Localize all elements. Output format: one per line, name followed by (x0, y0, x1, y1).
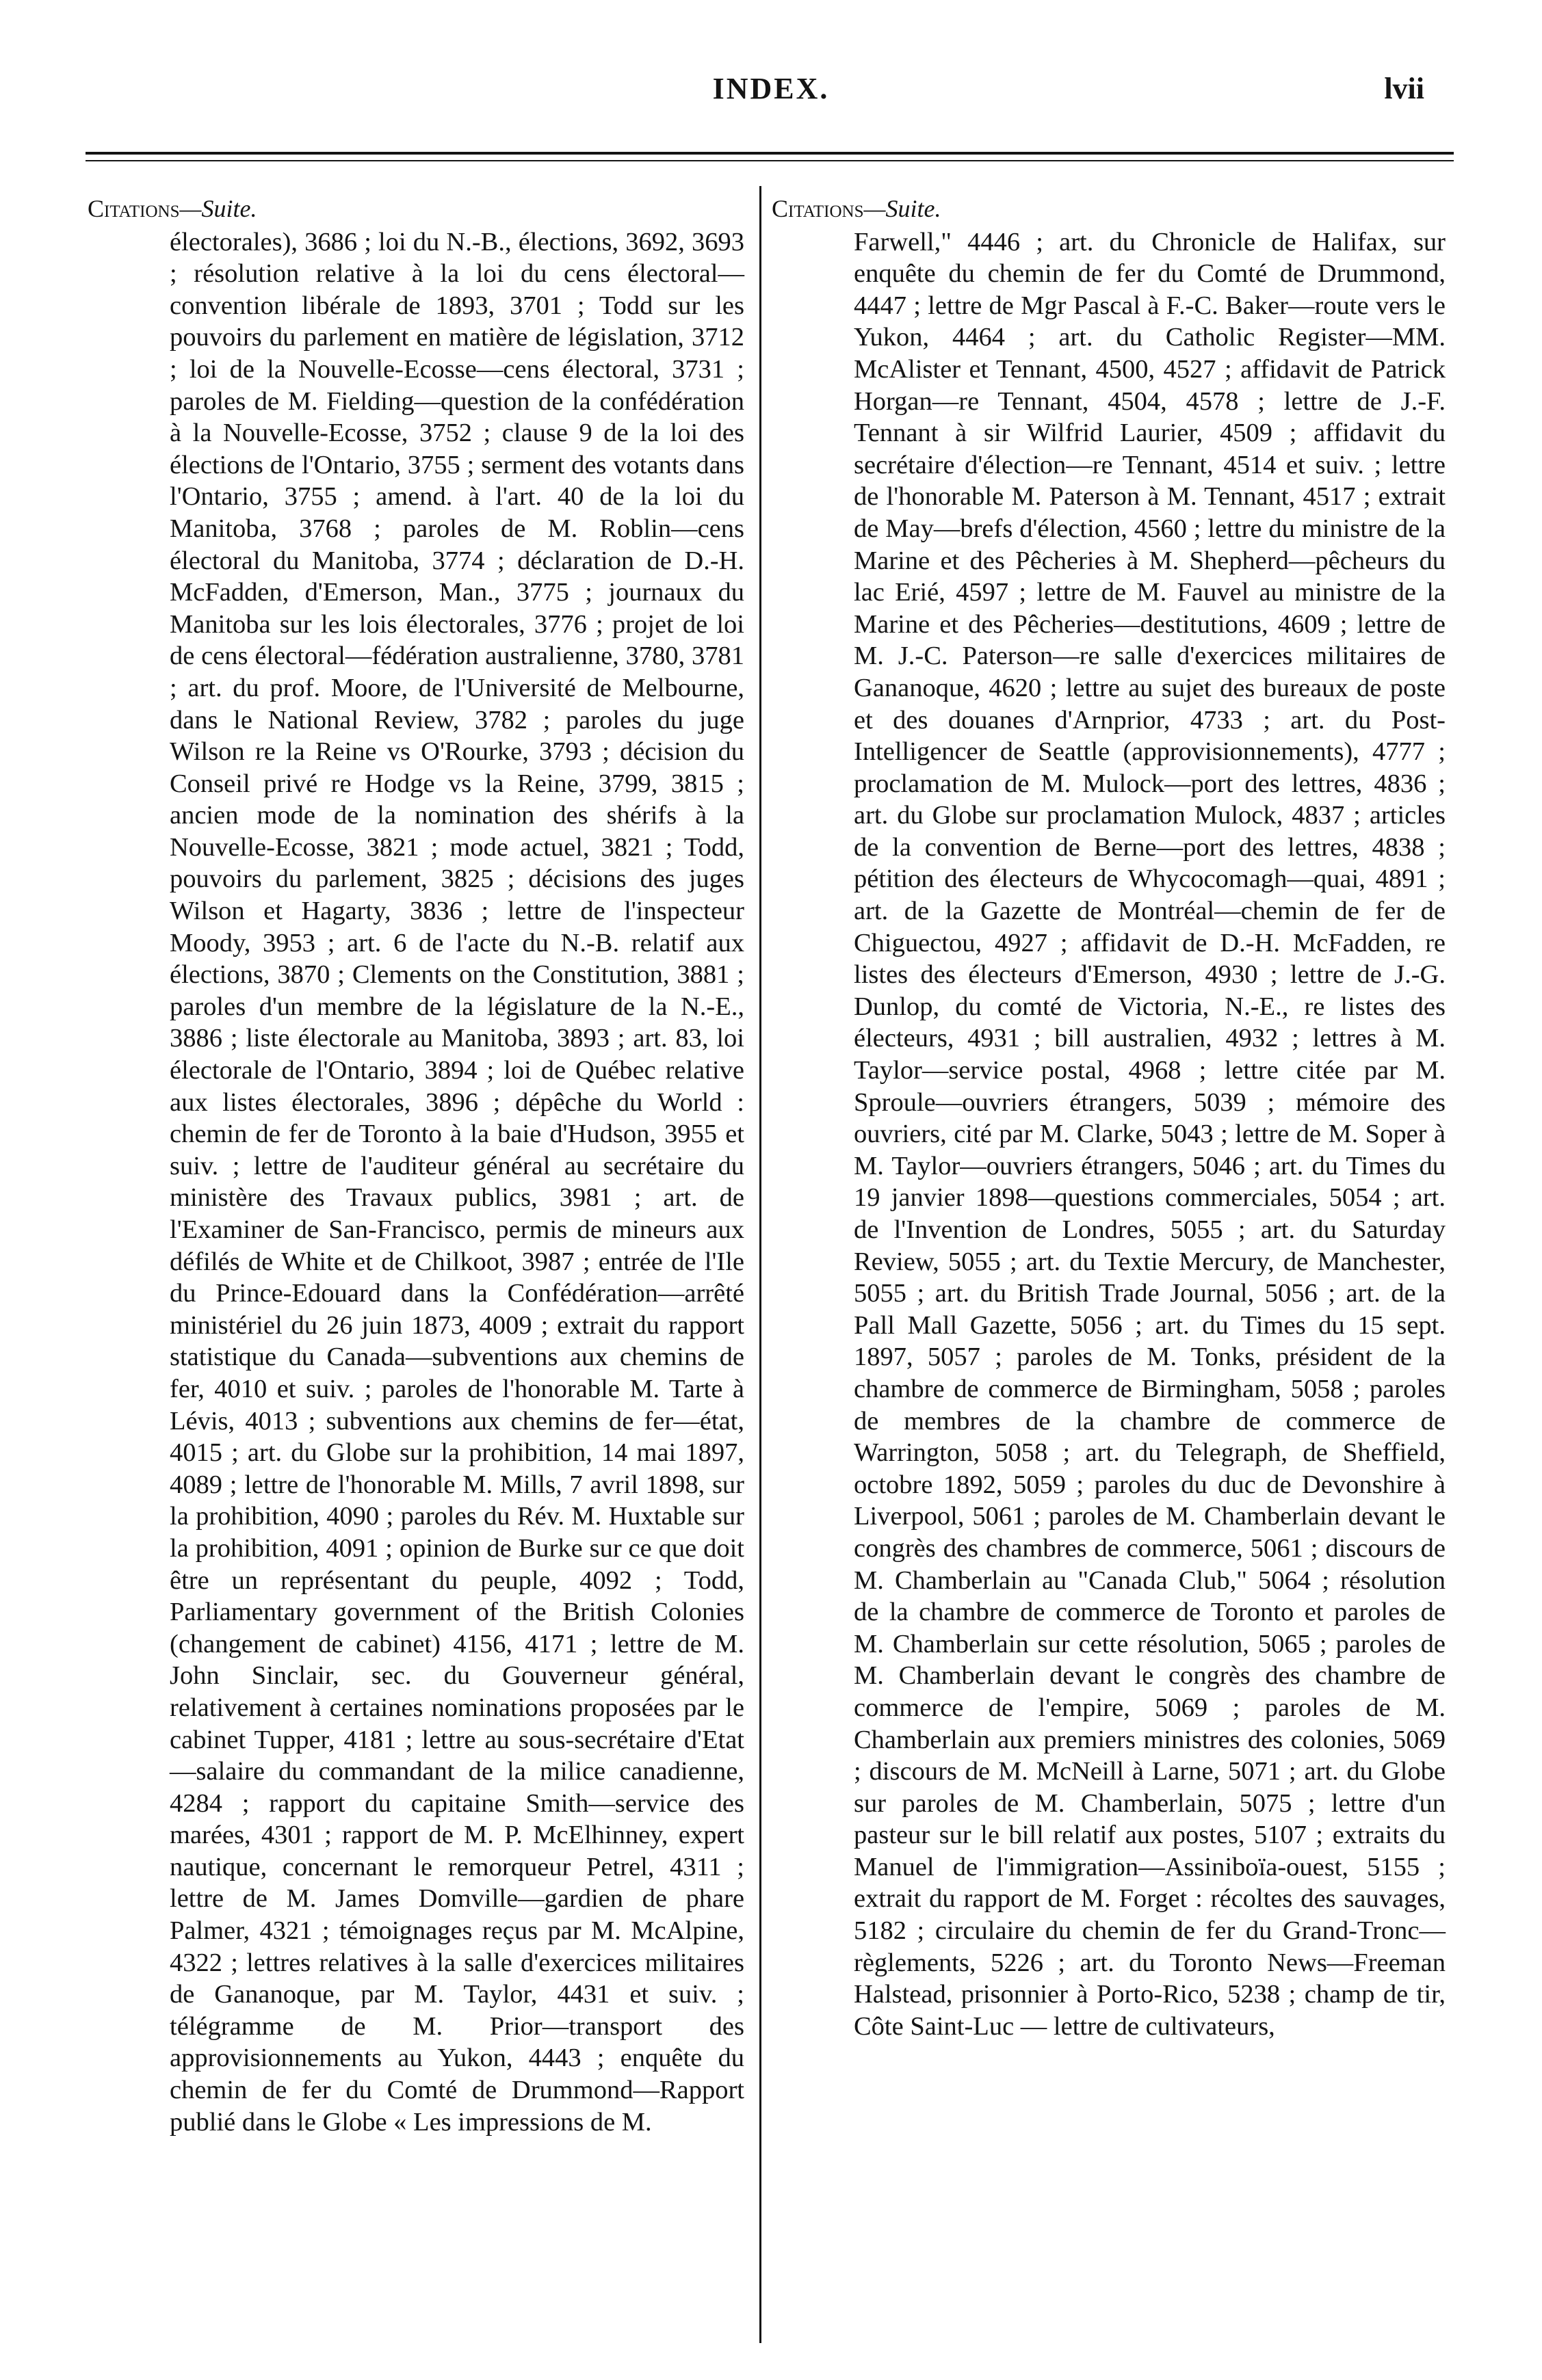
header-rule-thick (86, 152, 1454, 155)
left-column-text: électorales), 3686 ; loi du N.-B., élections, 3692, 3693 ; résolution relative à la loi du cens électoral—convention libérale de 1893, 3701 ; Todd sur les pouvoirs du parlement en matière de législation, 3712 ; loi de la Nouvelle-Ecosse—cens électoral, 3731 ; paroles de M. Fielding—question de la confédération à la Nouvelle-Ecosse, 3752 ; clause 9 de la loi des élections de l'Ontario, 3755 ; serment des votants dans l'Ontario, 3755 ; amend. à l'art. 40 de la loi du Manitoba, 3768 ; paroles de M. Roblin—cens électoral du Manitoba, 3774 ; déclaration de D.-H. McFadden, d'Emerson, Man., 3775 ; journaux du Manitoba sur les lois électorales, 3776 ; projet de loi de cens électoral—fédération australienne, 3780, 3781 ; art. du prof. Moore, de l'Université de Melbourne, dans le National Review, 3782 ; paroles du juge Wilson re la Reine vs O'Rourke, 3793 ; décision du Conseil privé re Hodge vs la Reine, 3799, 3815 ; ancien mode de la nomination des shérifs à la Nouvelle-Ecosse, 3821 ; mode actuel, 3821 ; Todd, pouvoirs du parlement, 3825 ; décisions des juges Wilson et Hagarty, 3836 ; lettre de l'inspecteur Moody, 3953 ; art. 6 de l'acte du N.-B. relatif aux élections, 3870 ; Clements on the Constitution, 3881 ; paroles d'un membre de la législature de la N.-E., 3886 ; liste électorale au Manitoba, 3893 ; art. 83, loi électorale de l'Ontario, 3894 ; loi de Québec relative aux listes électorales, 3896 ; dépêche du World : chemin de fer de Toronto à la baie d'Hudson, 3955 et suiv. ; lettre de l'auditeur général au secrétaire du ministère des Travaux publics, 3981 ; art. de l'Examiner de San-Francisco, permis de mineurs aux défilés de White et de Chilkoot, 3987 ; entrée de l'Ile du Prince-Edouard dans la Confédération—arrêté ministériel du 26 juin 1873, 4009 ; extrait du rapport statistique du Canada—subventions aux chemins de fer, 4010 et suiv. ; paroles de l'honorable M. Tarte à Lévis, 4013 ; subventions aux chemins de fer—état, 4015 ; art. du Globe sur la prohibition, 14 mai 1897, 4089 ; lettre de l'honorable M. Mills, 7 avril 1898, sur la prohibition, 4090 ; paroles du Rév. M. Huxtable sur la prohibition, 4091 ; opinion de Burke sur ce que doit être un représentant du peuple, 4092 ; Todd, Parliamentary government of the British Colonies (changement de cabinet) 4156, 4171 ; lettre de M. John Sinclair, sec. du Gouverneur général, relativement à certaines nominations proposées par le cabinet Tupper, 4181 ; lettre au sous-secrétaire d'Etat—salaire du commandant de la milice canadienne, 4284 ; rapport du capitaine Smith—service des marées, 4301 ; rapport de M. P. McElhinney, expert nautique, concernant le remorqueur Petrel, 4311 ; lettre de M. James Domville—gardien de phare Palmer, 4321 ; témoignages reçus par M. McAlpine, 4322 ; lettres relatives à la salle d'exercices militaires de Gananoque, par M. Taylor, 4431 et suiv. ; télégramme de M. Prior—transport des approvisionnements au Yukon, 4443 ; enquête du chemin de fer du Comté de Drummond—Rapport publié dans le Globe « Les impressions de M. (170, 227, 744, 2137)
right-heading-label: Citations (772, 195, 864, 222)
page-number: lvii (1384, 72, 1424, 105)
right-heading-suffix: —Suite. (863, 195, 941, 222)
page-title: INDEX. (712, 72, 830, 105)
right-column (772, 193, 1446, 2042)
column-divider (759, 186, 761, 2343)
right-column-heading (772, 193, 1446, 225)
left-column (88, 193, 744, 2138)
right-column-text: Farwell," 4446 ; art. du Chronicle de Halifax, sur enquête du chemin de fer du Comté de Drummond, 4447 ; lettre de Mgr Pascal à F.-C. Baker—route vers le Yukon, 4464 ; art. du Catholic Register—MM. McAlister et Tennant, 4500, 4527 ; affidavit de Patrick Horgan—re Tennant, 4504, 4578 ; lettre de J.-F. Tennant à sir Wilfrid Laurier, 4509 ; affidavit du secrétaire d'élection—re Tennant, 4514 et suiv. ; lettre de l'honorable M. Paterson à M. Tennant, 4517 ; extrait de May—brefs d'élection, 4560 ; lettre du ministre de la Marine et des Pêcheries à M. Shepherd—pêcheurs du lac Erié, 4597 ; lettre de M. Fauvel au ministre de la Marine et des Pêcheries—destitutions, 4609 ; lettre de M. J.-C. Paterson—re salle d'exercices militaires de Gananoque, 4620 ; lettre au sujet des bureaux de poste et des douanes d'Arnprior, 4733 ; art. du Post-Intelligencer de Seattle (approvisionnements), 4777 ; proclamation de M. Mulock—port des lettres, 4836 ; art. du Globe sur proclamation Mulock, 4837 ; articles de la convention de Berne—port des lettres, 4838 ; pétition des électeurs de Whycocomagh—quai, 4891 ; art. de la Gazette de Montréal—chemin de fer de Chiguectou, 4927 ; affidavit de D.-H. McFadden, re listes des électeurs d'Emerson, 4930 ; lettre de J.-G. Dunlop, du comté de Victoria, N.-E., re listes des électeurs, 4931 ; bill australien, 4932 ; lettres à M. Taylor—service postal, 4968 ; lettre citée par M. Sproule—ouvriers étrangers, 5039 ; mémoire des ouvriers, cité par M. Clarke, 5043 ; lettre de M. Soper à M. Taylor—ouvriers étrangers, 5046 ; art. du Times du 19 janvier 1898—questions commerciales, 5054 ; art. de l'Invention de Londres, 5055 ; art. du Saturday Review, 5055 ; art. du Textie Mercury, de Manchester, 5055 ; art. du British Trade Journal, 5056 ; art. de la Pall Mall Gazette, 5056 ; art. du Times du 15 sept. 1897, 5057 ; paroles de M. Tonks, président de la chambre de commerce de Birmingham, 5058 ; paroles de membres de la chambre de commerce de Warrington, 5058 ; art. du Telegraph, de Sheffield, octobre 1892, 5059 ; paroles du duc de Devonshire à Liverpool, 5061 ; paroles de M. Chamberlain devant le congrès des chambres de commerce, 5061 ; discours de M. Chamberlain au "Canada Club," 5064 ; résolution de la chambre de commerce de Toronto et paroles de M. Chamberlain sur cette résolution, 5065 ; paroles de M. Chamberlain devant le congrès des chambre de commerce de l'empire, 5069 ; paroles de M. Chamberlain aux premiers ministres des colonies, 5069 ; discours de M. McNeill à Larne, 5071 ; art. du Globe sur paroles de M. Chamberlain, 5075 ; lettre d'un pasteur sur le bill relatif aux postes, 5107 ; extraits du Manuel de l'immigration—Assiniboïa-ouest, 5155 ; extrait du rapport de M. Forget : récoltes des sauvages, 5182 ; circulaire du chemin de fer du Grand-Tronc—règlements, 5226 ; art. du Toronto News—Freeman Halstead, prisonnier à Porto-Rico, 5238 ; champ de tir, Côte Saint-Luc — lettre de cultivateurs, (854, 227, 1446, 2041)
page-header (0, 71, 1542, 119)
left-column-heading (88, 193, 744, 225)
left-heading-label: Citations (88, 195, 180, 222)
left-heading-suffix: —Suite. (179, 195, 257, 222)
header-rule-thin (86, 160, 1454, 161)
